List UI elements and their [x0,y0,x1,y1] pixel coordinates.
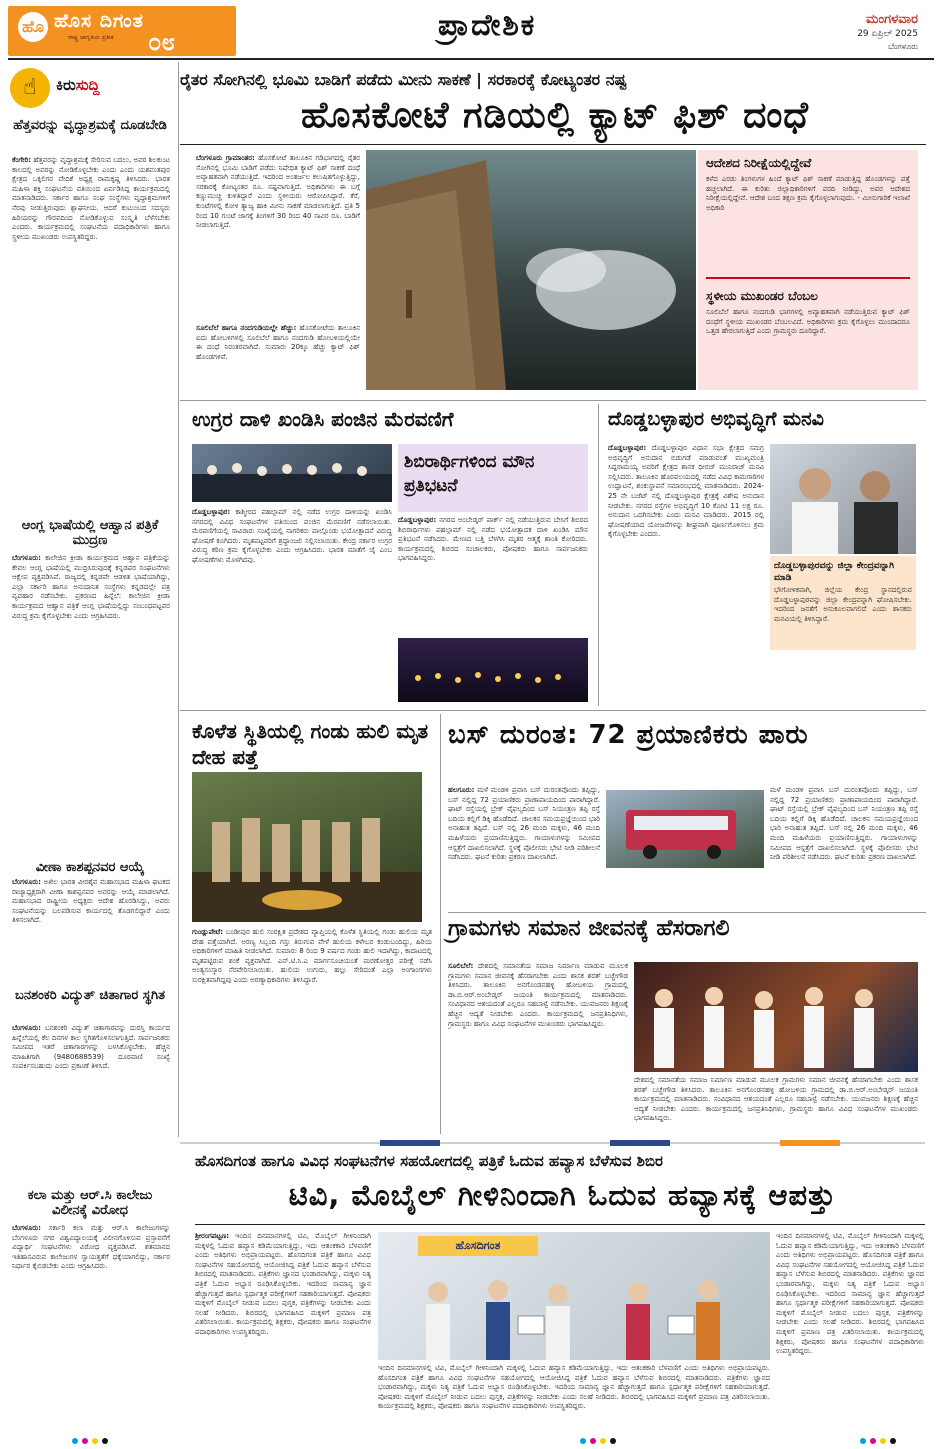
column-divider [598,404,599,706]
registration-mark [890,1438,896,1444]
ugra-headline: ಉಗ್ರರ ದಾಳಿ ಖಂಡಿಸಿ ಪಂಜಿನ ಮೆರವಣಿಗೆ [192,407,454,431]
row-divider [180,400,926,401]
stage-dignitaries-photo [634,962,918,1072]
brief-title: ಬನಶಂಕರಿ ವಿದ್ಯುತ್ ಚಿತಾಗಾರ ಸ್ಥಗಿತ [15,988,165,1003]
tiger-photo [192,772,422,922]
registration-mark [72,1438,78,1444]
sidebox-heading: ಆದೇಶದ ನಿರೀಕ್ಷೆಯಲ್ಲಿದ್ದೇವೆ [706,156,812,170]
lead-text: ಹೊಸಕೋಟೆ ತಾಲೂಕಿನ ಗಡಿಭಾಗದಲ್ಲಿ ರೈತರ ಸೋಗಿನಲ್ಲಿ ಭೂಮಿ ಬಾಡಿಗೆ ಪಡೆದು ನಿಷೇಧಿತ ಕ್ಯಾಟ್ ಫಿಶ್ ಸಾಕಣೆ ದಂಧೆ ಅವ್ಯಾಹತವಾಗಿ ನಡೆಯುತ್ತಿದೆ. ಇದರಿಂದ ಅಂತರ್ಜಲ ಕಲುಷಿತಗೊಳ್ಳುತ್ತಿದ್ದು, ಸರಕಾರಕ್ಕೆ ಕೋಟ್ಯಂತರ ರೂ. ನಷ್ಟವಾಗುತ್ತಿದೆ. ಅಧಿಕಾರಿಗಳು ಈ ಬಗ್ಗೆ ಕಣ್ಣುಮುಚ್ಚಿ ಕುಳಿತಿದ್ದಾರೆ ಎಂದು ಸ್ಥಳೀಯರು ಆರೋಪಿಸಿದ್ದಾರೆ. ಕೆರೆ, ಕುಂಟೆಗಳಲ್ಲಿ ಕೋಳಿ ತ್ಯಾಜ್ಯ ಹಾಕಿ ಮೀನು ಸಾಕಣೆ ಮಾಡಲಾಗುತ್ತಿದೆ. ಪ್ರತಿ 5 ರಿಂದ 10 ಗುಂಟೆ ಜಾಗಕ್ಕೆ ತಿಂಗಳಿಗೆ 30 ರಿಂದ 40 ಸಾವಿರ ರೂ. ಬಾಡಿಗೆ ನೀಡಲಾಗುತ್ತಿದೆ. [196,154,360,230]
brief-dateline: ಬೆಂಗಳೂರು: [12,1224,41,1232]
date-box [808,12,918,58]
brief-dateline: ಬೆಂಗಳೂರು: [12,878,41,886]
shibir-box [398,444,588,512]
bus-text: ಮಳೆ ಮಂಡಳಿ ಪ್ರವಾಸಿ ಬಸ್ ದುರಂತವೊಂದು ತಪ್ಪಿದ್ದು, ಬಸ್ ನಲ್ಲಿದ್ದ 72 ಪ್ರಯಾಣಿಕರು ಪ್ರಾಣಾಪಾಯದಿಂದ ಪಾರಾಗಿದ್ದಾರೆ. ಘಾಟ್ ರಸ್ತೆಯಲ್ಲಿ ಬ್ರೇಕ್ ವೈಫಲ್ಯದಿಂದ ಬಸ್ ನಿಯಂತ್ರಣ ತಪ್ಪಿ ರಸ್ತೆ ಬದಿಯ ಕಲ್ಲಿಗೆ ಡಿಕ್ಕಿ ಹೊಡೆದಿದೆ. ಚಾಲಕನ ಸಮಯಪ್ರಜ್ಞೆಯಿಂದ ಭಾರಿ ಅನಾಹುತ ತಪ್ಪಿದೆ. ಬಸ್ ನಲ್ಲಿ 26 ಮಂದಿ ಮಕ್ಕಳು, 46 ಮಂದಿ ಮಹಿಳೆಯರು ಪ್ರಯಾಣಿಸುತ್ತಿದ್ದರು. ಗಾಯಾಳುಗಳನ್ನು ಸಮೀಪದ ಆಸ್ಪತ್ರೆಗೆ ದಾಖಲಿಸಲಾಗಿದೆ. ಸ್ಥಳಕ್ಕೆ ಪೊಲೀಸರು ಭೇಟಿ ನೀಡಿ ಪರಿಶೀಲನೆ ನಡೆಸಿದರು. ಘಟನೆ ಕುರಿತು ಪ್ರಕರಣ ದಾಖಲಾಗಿದೆ. [448,786,600,862]
shibir-text: ನಗರದ ಅಂಬೇಡ್ಕರ್ ಪಾರ್ಕ್ ನಲ್ಲಿ ನಡೆಯುತ್ತಿರುವ ಬೇಸಿಗೆ ಶಿಬಿರದ ಶಿಬಿರಾರ್ಥಿಗಳು ಪಹಲ್ಗಾಮ್ ನಲ್ಲಿ ನಡೆದ ಭಯೋತ್ಪಾದಕ ದಾಳಿ ಖಂಡಿಸಿ ಮೌನ ಪ್ರತಿಭಟನೆ ನಡೆಸಿದರು. ಮೇಣದ ಬತ್ತಿ ಬೆಳಗಿಸಿ ಮೃತರ ಆತ್ಮಕ್ಕೆ ಶಾಂತಿ ಕೋರಿದರು. ಕಾರ್ಯಕ್ರಮದಲ್ಲಿ ಶಿಬಿರದ ಸಂಚಾಲಕರು, ಪೋಷಕರು ಹಾಗೂ ಸಾರ್ವಜನಿಕರು ಭಾಗವಹಿಸಿದ್ದರು. [398,516,588,563]
brief-text: ಕಾಲೇಜಿನ ಕ್ರೀಡಾ ಕಾರ್ಯಕ್ರಮದ ಆಹ್ವಾನ ಪತ್ರಿಕೆಯನ್ನು ಕೇವಲ ಆಂಗ್ಲ ಭಾಷೆಯಲ್ಲಿ ಮುದ್ರಿಸಿರುವುದಕ್ಕೆ ಕನ್ನಡಪರ ಸಂಘಟನೆಗಳು ಆಕ್ಷೇಪ ವ್ಯಕ್ತಪಡಿಸಿವೆ. ರಾಜ್ಯದಲ್ಲಿ ಕನ್ನಡವೇ ಆಡಳಿತ ಭಾಷೆಯಾಗಿದ್ದು, ಎಲ್ಲಾ ಸರ್ಕಾರಿ ಹಾಗೂ ಅನುದಾನಿತ ಸಂಸ್ಥೆಗಳು ಕನ್ನಡದಲ್ಲೇ ಪತ್ರ ವ್ಯವಹಾರ ನಡೆಸಬೇಕು. ಪ್ರಕರಣದ ಹಿನ್ನೆಲೆ: ಕಾಲೇಜಿನ ಕ್ರೀಡಾ ಕಾರ್ಯಕ್ರಮದ ಆಹ್ವಾನ ಪತ್ರಿಕೆ ಆಂಗ್ಲ ಭಾಷೆಯಲ್ಲಿದ್ದು ಸಂಬಂಧಪಟ್ಟವರ ವಿರುದ್ಧ ಕ್ರಮ ಕೈಗೊಳ್ಳಬೇಕು ಎಂದು ಆಗ್ರಹಿಸಿದರು. [12,554,170,620]
date-date: 29 ಏಪ್ರಿಲ್ 2025 [857,29,918,39]
ugra-body [192,508,392,704]
village-headline: ಗ್ರಾಮಗಳು ಸಮಾನ ಜೀವನಕ್ಕೆ ಹೆಸರಾಗಲಿ [448,916,730,941]
registration-mark [600,1438,606,1444]
sidebox-heading: ಸ್ಥಳೀಯ ಮುಖಂಡರ ಬೆಂಬಲ [706,289,818,303]
lead-sub-head: ಸೂಲಿಬೆಲೆ ಹಾಗೂ ನಂದಗುಡಿಯಲ್ಲೇ ಹೆಚ್ಚು: [196,324,297,332]
pointing-hand-icon: ☝ [10,68,50,108]
registration-mark [880,1438,886,1444]
brief-title: ಕಲಾ ಮತ್ತು ಆರ್.ಸಿ ಕಾಲೇಜು ವಿಲೀನಕ್ಕೆ ವಿರೋಧ [27,1188,153,1218]
brand-tagline: ರಾಷ್ಟ್ರ ಜಾಗೃತಿಯ ಪ್ರತೀಕ [68,34,114,41]
protest-crowd-photo [192,444,392,502]
decorative-stripe [180,1140,925,1146]
kiru-suddi-label [56,76,100,94]
registration-mark [580,1438,586,1444]
registration-mark [860,1438,866,1444]
bottom-dateline: ಶ್ರೀರಂಗಪಟ್ಟಣ: [195,1232,230,1240]
kiru-suddi-badge [8,66,164,112]
row-divider [180,710,926,711]
shibir-body [398,516,588,634]
bus-photo [606,790,764,868]
tiger-text: ಬಂಡೀಪುರ ಹುಲಿ ಸಂರಕ್ಷಿತ ಪ್ರದೇಶದ ವ್ಯಾಪ್ತಿಯಲ್ಲಿ ಕೊಳೆತ ಸ್ಥಿತಿಯಲ್ಲಿ ಗಂಡು ಹುಲಿಯ ಮೃತ ದೇಹ ಪತ್ತೆಯಾಗಿದೆ. ಅರಣ್ಯ ಸಿಬ್ಬಂದಿ ಗಸ್ತು ತಿರುಗುವ ವೇಳೆ ಹುಲಿಯ ಕಳೇಬರ ಕಂಡುಬಂದಿದ್ದು, ಹಿರಿಯ ಅಧಿಕಾರಿಗಳಿಗೆ ಮಾಹಿತಿ ನೀಡಲಾಗಿದೆ. ಸುಮಾರು 8 ರಿಂದ 9 ವರ್ಷದ ಗಂಡು ಹುಲಿ ಇದಾಗಿದ್ದು, ಕಾದಾಟದಲ್ಲಿ ಮೃತಪಟ್ಟಿರುವ ಶಂಕೆ ವ್ಯಕ್ತವಾಗಿದೆ. ಎನ್.ಟಿ.ಸಿ.ಎ ಮಾರ್ಗಸೂಚಿಯಂತೆ ಮರಣೋತ್ತರ ಪರೀಕ್ಷೆ ನಡೆಸಿ ಅಂತ್ಯಸಂಸ್ಕಾರ ನೆರವೇರಿಸಲಾಯಿತು. ಹುಲಿಯ ಉಗುರು, ಹಲ್ಲು ಸೇರಿದಂತೆ ಎಲ್ಲಾ ಅಂಗಾಂಗಗಳು ಸುರಕ್ಷಿತವಾಗಿದ್ದವು ಎಂದು ಅರಣ್ಯಾಧಿಕಾರಿಗಳು ತಿಳಿಸಿದ್ದಾರೆ. [192,928,432,984]
lead-body [196,154,360,320]
section-title: ಪ್ರಾದೇಶಿಕ [438,8,537,43]
village-body [448,962,628,1134]
date-place: ಬೆಂಗಳೂರು [888,42,918,51]
brief-title: ಹೆತ್ತವರನ್ನು ವೃದ್ಧಾಶ್ರಮಕ್ಕೆ ದೂಡಬೇಡಿ [13,118,167,133]
village-text-continued: ದೇಶದಲ್ಲಿ ಸಮಾನತೆಯ ಸಮಾಜ ನಿರ್ಮಾಣ ಮಾಡುವ ಮೂಲಕ ಗ್ರಾಮಗಳು ಸಮಾನ ಜೀವನಕ್ಕೆ ಹೆಸರಾಗಬೇಕು ಎಂದು ಶಾಸಕ ಶರತ್ ಬಚ್ಚೇಗೌಡ ತಿಳಿಸಿದರು. ತಾಲೂಕಿನ ಅನಗೊಂಡನಹಳ್ಳಿ ಹೋಬಳಿಯ ಗ್ರಾಮದಲ್ಲಿ ಡಾ.ಬಿ.ಆರ್.ಅಂಬೇಡ್ಕರ್ ಜಯಂತಿ ಕಾರ್ಯಕ್ರಮದಲ್ಲಿ ಮಾತನಾಡಿದರು. ಸಂವಿಧಾನದ ಆಶಯದಂತೆ ಎಲ್ಲರೂ ಸಹಬಾಳ್ವೆ ನಡೆಸಬೇಕು. ಯುವಜನರು ಶಿಕ್ಷಣಕ್ಕೆ ಹೆಚ್ಚಿನ ಆದ್ಯತೆ ನೀಡಬೇಕು ಎಂದರು. ಕಾರ್ಯಕ್ರಮದಲ್ಲಿ ಜನಪ್ರತಿನಿಧಿಗಳು, ಗ್ರಾಮಸ್ಥರು ಹಾಗೂ ವಿವಿಧ ಸಂಘಟನೆಗಳ ಮುಖಂಡರು ಭಾಗವಹಿಸಿದ್ದರು. [634,1076,918,1123]
bottom-body [195,1232,371,1434]
ugra-dateline: ದೊಡ್ಡಬಳ್ಳಾಪುರ: [192,508,231,516]
registration-mark [92,1438,98,1444]
bus-dateline: ಹಲಗೂರು: [448,786,475,794]
column-divider [440,714,441,1134]
date-day: ಮಂಗಳವಾರ [865,12,918,27]
sidebox-text: ಸೂಲಿಬೆಲೆ ಹಾಗೂ ನಂದಗುಡಿ ಭಾಗಗಳಲ್ಲಿ ಅವ್ಯಾಹತವಾಗಿ ನಡೆಯುತ್ತಿರುವ ಕ್ಯಾಟ್ ಫಿಶ್ ದಂಧೆಗೆ ಸ್ಥಳೀಯ ಮುಖಂಡರ ಬೆಂಬಲವಿದೆ. ಅಧಿಕಾರಿಗಳು ಕ್ರಮ ಕೈಗೊಳ್ಳಲು ಮುಂದಾದರೂ ಒತ್ತಡ ಹೇರಲಾಗುತ್ತಿದೆ ಎಂದು ಗ್ರಾಮಸ್ಥರು ದೂರಿದ್ದಾರೆ. [706,308,910,336]
brief-text: ಹೆತ್ತವರನ್ನು ವೃದ್ಧಾಶ್ರಮಕ್ಕೆ ಸೇರಿಸುವ ಬದಲು, ಅವರ ಶಿಲಕುಂಟ ಕಾಲದಲ್ಲಿ ಅವರನ್ನು ನೋಡಿಕೊಳ್ಳಬೇಕು ಎಂದು ಎಂದು ಯಶವಂತಪುರ ಕ್ಷೇತ್ರದ ಒಕ್ಕಲಿಗರ ವೇದಿಕೆ ಅಧ್ಯಕ್ಷ ರಾಮಕೃಷ್ಣ ತಿಳಿಸಿದರು. ಭಾರತ ಮಹಿಳಾ ಶಕ್ತಿ ಸಂಘಟನೆಯ ವತಿಯಿಂದ ಏರ್ಪಡಿಸಿದ್ದ ಕಾರ್ಯಕ್ರಮದಲ್ಲಿ ಮಾತನಾಡಿದರು. ಸರ್ಕಾರ ಹಾಗೂ ಸಂಘ ಸಂಸ್ಥೆಗಳು ವೃದ್ಧಾಶ್ರಮಗಳಿಗೆ ನೆರವು ನೀಡುತ್ತಿರುವುದು ಶ್ಲಾಘನೀಯ. ಆದರೆ ಕುಟುಂಬದ ಸದಸ್ಯರು ಹಿರಿಯರನ್ನು ಗೌರವದಿಂದ ನೋಡಿಕೊಳ್ಳುವ ಸಂಸ್ಕೃತಿ ಬೆಳೆಸಬೇಕು ಎಂದರು. ಕಾರ್ಯಕ್ರಮದಲ್ಲಿ ಸಂಘಟನೆಯ ಪದಾಧಿಕಾರಿಗಳು ಹಾಗೂ ಸ್ಥಳೀಯ ಮುಖಂಡರು ಉಪಸ್ಥಿತರಿದ್ದರು. [12,156,170,241]
lead-photo [366,150,696,390]
brief-body [12,156,170,504]
doddaballapura-body [608,444,764,704]
lead-sidebox [698,150,918,390]
sidebox-text: ಕಳೆದ ಎರಡು ತಿಂಗಳುಗಳ ಹಿಂದೆ ಕ್ಯಾಟ್ ಫಿಶ್ ಸಾಕಣೆ ಮಾಡುತ್ತಿದ್ದ ಹೊಂಡಗಳನ್ನು ಪತ್ತೆ ಹಚ್ಚಲಾಗಿದೆ. ಈ ಕುರಿತು ಜಿಲ್ಲಾಧಿಕಾರಿಗಳಿಗೆ ವರದಿ ನೀಡಿದ್ದು, ಅವರ ಆದೇಶದ ನಿರೀಕ್ಷೆಯಲ್ಲಿದ್ದೇವೆ. ಆದೇಶ ಬಂದ ತಕ್ಷಣ ಕ್ರಮ ಕೈಗೊಳ್ಳಲಾಗುವುದು. - ಮೀನುಗಾರಿಕೆ ಇಲಾಖೆ ಅಧಿಕಾರಿ [706,175,910,212]
two-men-photo [770,444,916,554]
brand-name: ಹೊಸ ದಿಗಂತ [54,10,144,32]
bus-body [448,786,600,910]
doddaballapura-dateline: ದೊಡ್ಡಬಳ್ಳಾಪುರ: [608,444,647,452]
brief-dateline: ಕೆಂಗೇರಿ: [12,156,32,164]
bottom-body-right [776,1232,924,1434]
bottom-text-right: ಇಂದಿನ ದಿನಮಾನಗಳಲ್ಲಿ ಟಿವಿ, ಮೊಬೈಲ್ ಗೀಳಿನಿಂದಾಗಿ ಮಕ್ಕಳಲ್ಲಿ ಓದುವ ಹವ್ಯಾಸ ಕಡಿಮೆಯಾಗುತ್ತಿದ್ದು, ಇದು ಆತಂಕಕಾರಿ ಬೆಳವಣಿಗೆ ಎಂದು ಅತಿಥಿಗಳು ಅಭಿಪ್ರಾಯಪಟ್ಟರು. ಹೊಸದಿಗಂತ ಪತ್ರಿಕೆ ಹಾಗೂ ವಿವಿಧ ಸಂಘಟನೆಗಳ ಸಹಯೋಗದಲ್ಲಿ ಆಯೋಜಿಸಿದ್ದ ಪತ್ರಿಕೆ ಓದುವ ಹವ್ಯಾಸ ಬೆಳೆಸುವ ಶಿಬಿರದಲ್ಲಿ ಮಾತನಾಡಿದರು. ಪತ್ರಿಕೆಗಳು ಜ್ಞಾನದ ಭಂಡಾರವಾಗಿದ್ದು, ಮಕ್ಕಳು ನಿತ್ಯ ಪತ್ರಿಕೆ ಓದುವ ಅಭ್ಯಾಸ ರೂಢಿಸಿಕೊಳ್ಳಬೇಕು. ಇದರಿಂದ ಸಾಮಾನ್ಯ ಜ್ಞಾನ ಹೆಚ್ಚಾಗುತ್ತದೆ ಹಾಗೂ ಸ್ಪರ್ಧಾತ್ಮಕ ಪರೀಕ್ಷೆಗಳಿಗೆ ಸಹಕಾರಿಯಾಗುತ್ತದೆ. ಪೋಷಕರು ಮಕ್ಕಳಿಗೆ ಮೊಬೈಲ್ ನೀಡುವ ಬದಲು ಪುಸ್ತಕ, ಪತ್ರಿಕೆಗಳನ್ನು ನೀಡಬೇಕು ಎಂದು ಸಲಹೆ ನೀಡಿದರು. ಶಿಬಿರದಲ್ಲಿ ಭಾಗವಹಿಸಿದ ಮಕ್ಕಳಿಗೆ ಪ್ರಮಾಣ ಪತ್ರ ವಿತರಿಸಲಾಯಿತು. ಕಾರ್ಯಕ್ರಮದಲ್ಲಿ ಶಿಕ್ಷಕರು, ಪೋಷಕರು ಹಾಗೂ ಸಂಘಟನೆಗಳ ಪದಾಧಿಕಾರಿಗಳು ಉಪಸ್ಥಿತರಿದ್ದರು. [776,1232,924,1356]
top-rule [8,58,934,60]
dodda-sub-heading: ದೊಡ್ಡಬಳ್ಳಾಪುರವನ್ನು ಜಿಲ್ಲಾ ಕೇಂದ್ರವನ್ನಾಗಿ ಮಾಡಿ [774,561,895,583]
brief-body [12,1224,170,1434]
shibir-headline: ಶಿಬಿರಾರ್ಥಿಗಳಿಂದ ಮೌನ ಪ್ರತಿಭಟನೆ [404,452,535,496]
forest-officials-photo [192,772,422,922]
brand-logo-icon: ಹೊ [18,12,48,42]
registration-mark [590,1438,596,1444]
tiger-body [192,928,432,1132]
registration-mark [870,1438,876,1444]
brief-text: ಬನಶಂಕರಿ ವಿದ್ಯುತ್ ಚಿತಾಗಾರವನ್ನು ದುರಸ್ತಿ ಕಾರ್ಯದ ಹಿನ್ನೆಲೆಯಲ್ಲಿ ಕೆಲ ದಿನಗಳ ಕಾಲ ಸ್ಥಗಿತಗೊಳಿಸಲಾಗುತ್ತಿದೆ. ಸಾರ್ವಜನಿಕರು ಸಮೀಪದ ಇತರೆ ಚಿತಾಗಾರಗಳನ್ನು ಬಳಸಿಕೊಳ್ಳಬೇಕು. ಹೆಚ್ಚಿನ ಮಾಹಿತಿಗಾಗಿ (9480688539) ದೂರವಾಣಿ ಸಂಖ್ಯೆ ಸಂಪರ್ಕಿಸಬಹುದು ಎಂದು ಪ್ರಕಟಣೆ ತಿಳಿಸಿದೆ. [12,1024,170,1071]
brief-dateline: ಬೆಂಗಳೂರು: [12,1024,41,1032]
fish-pond-photo [366,150,696,390]
kiru-prefix: ಕಿರು [56,76,76,94]
kiru-suffix: ಸುದ್ದಿ [75,76,100,94]
brief-body [12,554,170,854]
bus-text-continued: ಮಳೆ ಮಂಡಳಿ ಪ್ರವಾಸಿ ಬಸ್ ದುರಂತವೊಂದು ತಪ್ಪಿದ್ದು, ಬಸ್ ನಲ್ಲಿದ್ದ 72 ಪ್ರಯಾಣಿಕರು ಪ್ರಾಣಾಪಾಯದಿಂದ ಪಾರಾಗಿದ್ದಾರೆ. ಘಾಟ್ ರಸ್ತೆಯಲ್ಲಿ ಬ್ರೇಕ್ ವೈಫಲ್ಯದಿಂದ ಬಸ್ ನಿಯಂತ್ರಣ ತಪ್ಪಿ ರಸ್ತೆ ಬದಿಯ ಕಲ್ಲಿಗೆ ಡಿಕ್ಕಿ ಹೊಡೆದಿದೆ. ಚಾಲಕನ ಸಮಯಪ್ರಜ್ಞೆಯಿಂದ ಭಾರಿ ಅನಾಹುತ ತಪ್ಪಿದೆ. ಬಸ್ ನಲ್ಲಿ 26 ಮಂದಿ ಮಕ್ಕಳು, 46 ಮಂದಿ ಮಹಿಳೆಯರು ಪ್ರಯಾಣಿಸುತ್ತಿದ್ದರು. ಗಾಯಾಳುಗಳನ್ನು ಸಮೀಪದ ಆಸ್ಪತ್ರೆಗೆ ದಾಖಲಿಸಲಾಗಿದೆ. ಸ್ಥಳಕ್ಕೆ ಪೊಲೀಸರು ಭೇಟಿ ನೀಡಿ ಪರಿಶೀಲನೆ ನಡೆಸಿದರು. ಘಟನೆ ಕುರಿತು ಪ್ರಕರಣ ದಾಖಲಾಗಿದೆ. [770,786,918,862]
village-body-continued [634,1076,918,1134]
bottom-kicker: ಹೊಸದಿಗಂತ ಹಾಗೂ ವಿವಿಧ ಸಂಘಟನೆಗಳ ಸಹಯೋಗದಲ್ಲಿ ಪತ್ರಿಕೆ ಓದುವ ಹವ್ಯಾಸ ಬೆಳೆಸುವ ಶಿಬಿರ [195,1152,663,1170]
registration-mark [610,1438,616,1444]
brief-text: ಸರ್ಕಾರಿ ಕಲಾ ಮತ್ತು ಆರ್.ಸಿ ಕಾಲೇಜುಗಳನ್ನು ಬೆಂಗಳೂರು ನಗರ ವಿಶ್ವವಿದ್ಯಾಲಯಕ್ಕೆ ವಿಲೀನಗೊಳಿಸುವ ಪ್ರಸ್ತಾವನೆಗೆ ವಿದ್ಯಾರ್ಥಿ ಸಂಘಟನೆಗಳು ವಿರೋಧ ವ್ಯಕ್ತಪಡಿಸಿವೆ. ಶತಮಾನದ ಇತಿಹಾಸವಿರುವ ಕಾಲೇಜುಗಳ ಸ್ವಾಯತ್ತತೆಗೆ ಧಕ್ಕೆಯಾಗಲಿದ್ದು, ಸರ್ಕಾರ ನಿರ್ಧಾರ ಕೈಬಿಡಬೇಕು ಎಂದು ಆಗ್ರಹಿಸಿದರು. [12,1224,170,1271]
lead-sub-body [196,324,360,390]
brief-text: ಅಖಿಲ ಭಾರತ ವೀರಶೈವ ಮಹಾಸಭಾದ ಮಹಿಳಾ ಘಟಕದ ರಾಜ್ಯಾಧ್ಯಕ್ಷರಾಗಿ ವೀಣಾ ಕಾಶಪ್ಪನವರ ಅವರನ್ನು ಆಯ್ಕೆ ಮಾಡಲಾಗಿದೆ. ಮಹಾಸಭಾದ ರಾಷ್ಟ್ರೀಯ ಅಧ್ಯಕ್ಷರು ಆದೇಶ ಹೊರಡಿಸಿದ್ದು, ಅವರು ಸಂಘಟನೆಯನ್ನು ಬಲಪಡಿಸುವ ಕಾರ್ಯದಲ್ಲಿ ತೊಡಗಲಿದ್ದಾರೆ ಎಂದು ತಿಳಿಸಲಾಗಿದೆ. [12,878,170,925]
left-column-divider [178,62,179,1137]
village-dateline: ಸೂಲಿಬೆಲೆ: [448,962,474,970]
brief-body [12,878,170,978]
ugra-text: ಕಾಶ್ಮೀರದ ಪಹಲ್ಗಾಮ್ ನಲ್ಲಿ ನಡೆದ ಉಗ್ರರ ದಾಳಿಯನ್ನು ಖಂಡಿಸಿ ನಗರದಲ್ಲಿ ವಿವಿಧ ಸಂಘಟನೆಗಳ ವತಿಯಿಂದ ಪಂಜಿನ ಮೆರವಣಿಗೆ ನಡೆಸಲಾಯಿತು. ಮೆರವಣಿಗೆಯಲ್ಲಿ ಸಾವಿರಾರು ಸಂಖ್ಯೆಯಲ್ಲಿ ನಾಗರಿಕರು ಪಾಲ್ಗೊಂಡು ಭಯೋತ್ಪಾದನೆ ವಿರುದ್ಧ ಘೋಷಣೆ ಕೂಗಿದರು. ಮೃತಪಟ್ಟವರಿಗೆ ಶ್ರದ್ಧಾಂಜಲಿ ಸಲ್ಲಿಸಲಾಯಿತು. ಕೇಂದ್ರ ಸರ್ಕಾರ ಉಗ್ರರ ವಿರುದ್ಧ ಕಠಿಣ ಕ್ರಮ ಕೈಗೊಳ್ಳಬೇಕು ಎಂದು ಆಗ್ರಹಿಸಿದರು. ಭಾರತ ಮಾತೆಗೆ ಜೈ ಎಂಬ ಘೋಷಣೆಗಳು ಮೊಳಗಿದವು. [192,508,392,564]
reading-camp-photo [378,1232,770,1360]
lead-kicker: ರೈತರ ಸೋಗಿನಲ್ಲಿ ಭೂಮಿ ಬಾಡಿಗೆ ಪಡೆದು ಮೀನು ಸಾಕಣೆ | ಸರಕಾರಕ್ಕೆ ಕೋಟ್ಯಂತರ ನಷ್ಟ [180,70,627,89]
bus-accident-photo [606,790,764,868]
bottom-text: ಇಂದಿನ ದಿನಮಾನಗಳಲ್ಲಿ ಟಿವಿ, ಮೊಬೈಲ್ ಗೀಳಿನಿಂದಾಗಿ ಮಕ್ಕಳಲ್ಲಿ ಓದುವ ಹವ್ಯಾಸ ಕಡಿಮೆಯಾಗುತ್ತಿದ್ದು, ಇದು ಆತಂಕಕಾರಿ ಬೆಳವಣಿಗೆ ಎಂದು ಅತಿಥಿಗಳು ಅಭಿಪ್ರಾಯಪಟ್ಟರು. ಹೊಸದಿಗಂತ ಪತ್ರಿಕೆ ಹಾಗೂ ವಿವಿಧ ಸಂಘಟನೆಗಳ ಸಹಯೋಗದಲ್ಲಿ ಆಯೋಜಿಸಿದ್ದ ಪತ್ರಿಕೆ ಓದುವ ಹವ್ಯಾಸ ಬೆಳೆಸುವ ಶಿಬಿರದಲ್ಲಿ ಮಾತನಾಡಿದರು. ಪತ್ರಿಕೆಗಳು ಜ್ಞಾನದ ಭಂಡಾರವಾಗಿದ್ದು, ಮಕ್ಕಳು ನಿತ್ಯ ಪತ್ರಿಕೆ ಓದುವ ಅಭ್ಯಾಸ ರೂಢಿಸಿಕೊಳ್ಳಬೇಕು. ಇದರಿಂದ ಸಾಮಾನ್ಯ ಜ್ಞಾನ ಹೆಚ್ಚಾಗುತ್ತದೆ ಹಾಗೂ ಸ್ಪರ್ಧಾತ್ಮಕ ಪರೀಕ್ಷೆಗಳಿಗೆ ಸಹಕಾರಿಯಾಗುತ್ತದೆ. ಪೋಷಕರು ಮಕ್ಕಳಿಗೆ ಮೊಬೈಲ್ ನೀಡುವ ಬದಲು ಪುಸ್ತಕ, ಪತ್ರಿಕೆಗಳನ್ನು ನೀಡಬೇಕು ಎಂದು ಸಲಹೆ ನೀಡಿದರು. ಶಿಬಿರದಲ್ಲಿ ಭಾಗವಹಿಸಿದ ಮಕ್ಕಳಿಗೆ ಪ್ರಮಾಣ ಪತ್ರ ವಿತರಿಸಲಾಯಿತು. ಕಾರ್ಯಕ್ರಮದಲ್ಲಿ ಶಿಕ್ಷಕರು, ಪೋಷಕರು ಹಾಗೂ ಸಂಘಟನೆಗಳ ಪದಾಧಿಕಾರಿಗಳು ಉಪಸ್ಥಿತರಿದ್ದರು. [195,1232,371,1336]
brief-dateline: ಬೆಂಗಳೂರು: [12,554,41,562]
brief-body [12,1024,170,1184]
village-event-photo [634,962,918,1072]
shibir-dateline: ದೊಡ್ಡಬಳ್ಳಾಪುರ: [398,516,437,524]
stripe-graphic [180,1140,925,1146]
doddaballapura-text: ದೊಡ್ಡಬಳ್ಳಾಪುರ ವಿಧಾನ ಸಭಾ ಕ್ಷೇತ್ರದ ಸಮಗ್ರ ಅಭಿವೃದ್ಧಿಗೆ ಅನುದಾನ ಬಿಡುಗಡೆ ಮಾಡುವಂತೆ ಮುಖ್ಯಮಂತ್ರಿ ಸಿದ್ದರಾಮಯ್ಯ ಅವರಿಗೆ ಕ್ಷೇತ್ರದ ಶಾಸಕ ಧೀರಜ್ ಮುನಿರಾಜ್ ಮನವಿ ಸಲ್ಲಿಸಿದರು. ತಾಲೂಕಿನ ಹೊರವಲಯದಲ್ಲಿ ನಡೆದ ವಿವಿಧ ಕಾಮಗಾರಿಗಳ ಉದ್ಘಾಟನೆ, ಶಂಕುಸ್ಥಾಪನೆ ಸಮಾರಂಭದಲ್ಲಿ ಮಾತನಾಡಿದರು. 2024-25 ನೇ ಬಜೆಟ್ ನಲ್ಲಿ ದೊಡ್ಡಬಳ್ಳಾಪುರ ಕ್ಷೇತ್ರಕ್ಕೆ ವಿಶೇಷ ಅನುದಾನ ನೀಡಬೇಕು. ನಗರದ ರಸ್ತೆಗಳ ಅಭಿವೃದ್ಧಿಗೆ 10 ಕೋಟಿ 11 ಲಕ್ಷ ರೂ. ಅನುದಾನ ಒದಗಿಸಬೇಕು ಎಂದು ಮನವಿ ಮಾಡಿದರು. 2015 ರಲ್ಲಿ ಘೋಷಣೆಯಾದ ಯೋಜನೆಗಳನ್ನು ಶೀಘ್ರವಾಗಿ ಪೂರ್ಣಗೊಳಿಸಲು ಕ್ರಮ ಕೈಗೊಳ್ಳಬೇಕು ಎಂದರು. [608,444,764,539]
bottom-body-middle [378,1364,770,1434]
dodda-sub-text: ಭೌಗೋಳಿಕವಾಗಿ, ಜಿಲ್ಲೆಯ ಕೇಂದ್ರ ಸ್ಥಾನದಲ್ಲಿರುವ ದೊಡ್ಡಬಳ್ಳಾಪುರವನ್ನು ಜಿಲ್ಲಾ ಕೇಂದ್ರವನ್ನಾಗಿ ಘೋಷಿಸಬೇಕು. ಇದರಿಂದ ಜನತೆಗೆ ಅನುಕೂಲವಾಗಲಿದೆ ಎಂದು ಶಾಸಕರು ಮನವಿಯಲ್ಲಿ ತಿಳಿಸಿದ್ದಾರೆ. [774,586,912,623]
page-number: ೦೮ [148,28,175,56]
camp-banner: ಹೊಸದಿಗಂತ [418,1236,538,1256]
doddaballapura-headline: ದೊಡ್ಡಬಳ್ಳಾಪುರ ಅಭಿವೃದ್ಧಿಗೆ ಮನವಿ [608,408,824,430]
bus-body-continued [770,786,918,910]
masthead-brand [8,6,236,56]
lead-sub-text: ಹೊಸಕೋಟೆಯ ತಾಲೂಕಿನ ಐದು ಹೋಬಳಿಗಳಲ್ಲಿ ಸೂಲಿಬೆಲೆ ಹಾಗೂ ನಂದಗುಡಿ ಹೋಬಳಿಯಲ್ಲಿಯೇ ಈ ದಂಧೆ ನಿರಂತರವಾಗಿದೆ. ಸುಮಾರು 20ಕ್ಕೂ ಹೆಚ್ಚು ಕ್ಯಾಟ್ ಫಿಶ್ ಹೊಂಡಗಳಿವೆ. [196,324,360,361]
bottom-headline: ಟಿವಿ, ಮೊಬೈಲ್ ಗೀಳಿನಿಂದಾಗಿ ಓದುವ ಹವ್ಯಾಸಕ್ಕೆ ಆಪತ್ತು [288,1178,837,1212]
row-divider [448,912,926,913]
candle-protest-photo [398,638,588,702]
bottom-text-middle: ಇಂದಿನ ದಿನಮಾನಗಳಲ್ಲಿ ಟಿವಿ, ಮೊಬೈಲ್ ಗೀಳಿನಿಂದಾಗಿ ಮಕ್ಕಳಲ್ಲಿ ಓದುವ ಹವ್ಯಾಸ ಕಡಿಮೆಯಾಗುತ್ತಿದ್ದು, ಇದು ಆತಂಕಕಾರಿ ಬೆಳವಣಿಗೆ ಎಂದು ಅತಿಥಿಗಳು ಅಭಿಪ್ರಾಯಪಟ್ಟರು. ಹೊಸದಿಗಂತ ಪತ್ರಿಕೆ ಹಾಗೂ ವಿವಿಧ ಸಂಘಟನೆಗಳ ಸಹಯೋಗದಲ್ಲಿ ಆಯೋಜಿಸಿದ್ದ ಪತ್ರಿಕೆ ಓದುವ ಹವ್ಯಾಸ ಬೆಳೆಸುವ ಶಿಬಿರದಲ್ಲಿ ಮಾತನಾಡಿದರು. ಪತ್ರಿಕೆಗಳು ಜ್ಞಾನದ ಭಂಡಾರವಾಗಿದ್ದು, ಮಕ್ಕಳು ನಿತ್ಯ ಪತ್ರಿಕೆ ಓದುವ ಅಭ್ಯಾಸ ರೂಢಿಸಿಕೊಳ್ಳಬೇಕು. ಇದರಿಂದ ಸಾಮಾನ್ಯ ಜ್ಞಾನ ಹೆಚ್ಚಾಗುತ್ತದೆ ಹಾಗೂ ಸ್ಪರ್ಧಾತ್ಮಕ ಪರೀಕ್ಷೆಗಳಿಗೆ ಸಹಕಾರಿಯಾಗುತ್ತದೆ. ಪೋಷಕರು ಮಕ್ಕಳಿಗೆ ಮೊಬೈಲ್ ನೀಡುವ ಬದಲು ಪುಸ್ತಕ, ಪತ್ರಿಕೆಗಳನ್ನು ನೀಡಬೇಕು ಎಂದು ಸಲಹೆ ನೀಡಿದರು. ಶಿಬಿರದಲ್ಲಿ ಭಾಗವಹಿಸಿದ ಮಕ್ಕಳಿಗೆ ಪ್ರಮಾಣ ಪತ್ರ ವಿತರಿಸಲಾಯಿತು. ಕಾರ್ಯಕ್ರಮದಲ್ಲಿ ಶಿಕ್ಷಕರು, ಪೋಷಕರು ಹಾಗೂ ಸಂಘಟನೆಗಳ ಪದಾಧಿಕಾರಿಗಳು ಉಪಸ್ಥಿತರಿದ್ದರು. [378,1364,770,1411]
doddaballapura-subbox [770,556,916,650]
ugra-photo [192,444,392,502]
registration-mark [82,1438,88,1444]
lead-rule [180,144,926,145]
tiger-headline: ಕೊಳೆತ ಸ್ಥಿತಿಯಲ್ಲಿ ಗಂಡು ಹುಲಿ ಮೃತ ದೇಹ ಪತ್ತೆ [192,719,429,769]
registration-mark [102,1438,108,1444]
tiger-dateline: ಗುಂಡ್ಲುಪೇಟೆ: [192,928,224,936]
candle-light-photo [398,638,588,702]
brief-title: ವೀಣಾ ಕಾಶಪ್ಪನವರ ಆಯ್ಕೆ [35,860,145,875]
cm-meeting-photo [770,444,916,554]
village-text: ದೇಶದಲ್ಲಿ ಸಮಾನತೆಯ ಸಮಾಜ ನಿರ್ಮಾಣ ಮಾಡುವ ಮೂಲಕ ಗ್ರಾಮಗಳು ಸಮಾನ ಜೀವನಕ್ಕೆ ಹೆಸರಾಗಬೇಕು ಎಂದು ಶಾಸಕ ಶರತ್ ಬಚ್ಚೇಗೌಡ ತಿಳಿಸಿದರು. ತಾಲೂಕಿನ ಅನಗೊಂಡನಹಳ್ಳಿ ಹೋಬಳಿಯ ಗ್ರಾಮದಲ್ಲಿ ಡಾ.ಬಿ.ಆರ್.ಅಂಬೇಡ್ಕರ್ ಜಯಂತಿ ಕಾರ್ಯಕ್ರಮದಲ್ಲಿ ಮಾತನಾಡಿದರು. ಸಂವಿಧಾನದ ಆಶಯದಂತೆ ಎಲ್ಲರೂ ಸಹಬಾಳ್ವೆ ನಡೆಸಬೇಕು. ಯುವಜನರು ಶಿಕ್ಷಣಕ್ಕೆ ಹೆಚ್ಚಿನ ಆದ್ಯತೆ ನೀಡಬೇಕು ಎಂದರು. ಕಾರ್ಯಕ್ರಮದಲ್ಲಿ ಜನಪ್ರತಿನಿಧಿಗಳು, ಗ್ರಾಮಸ್ಥರು ಹಾಗೂ ವಿವಿಧ ಸಂಘಟನೆಗಳ ಮುಖಂಡರು ಭಾಗವಹಿಸಿದ್ದರು. [448,962,628,1028]
lead-dateline: ಬೆಂಗಳೂರು ಗ್ರಾಮಾಂತರ: [196,154,255,162]
sidebox-divider [706,277,910,279]
brief-title: ಆಂಗ್ಲ ಭಾಷೆಯಲ್ಲಿ ಆಹ್ವಾನ ಪತ್ರಿಕೆ ಮುದ್ರಣ [21,518,159,548]
bus-headline: ಬಸ್ ದುರಂತ: 72 ಪ್ರಯಾಣಿಕರು ಪಾರು [448,720,809,750]
bottom-rule [195,1224,925,1225]
lead-headline: ಹೊಸಕೋಟೆ ಗಡಿಯಲ್ಲಿ ಕ್ಯಾಟ್ ಫಿಶ್ ದಂಧೆ [300,95,810,136]
